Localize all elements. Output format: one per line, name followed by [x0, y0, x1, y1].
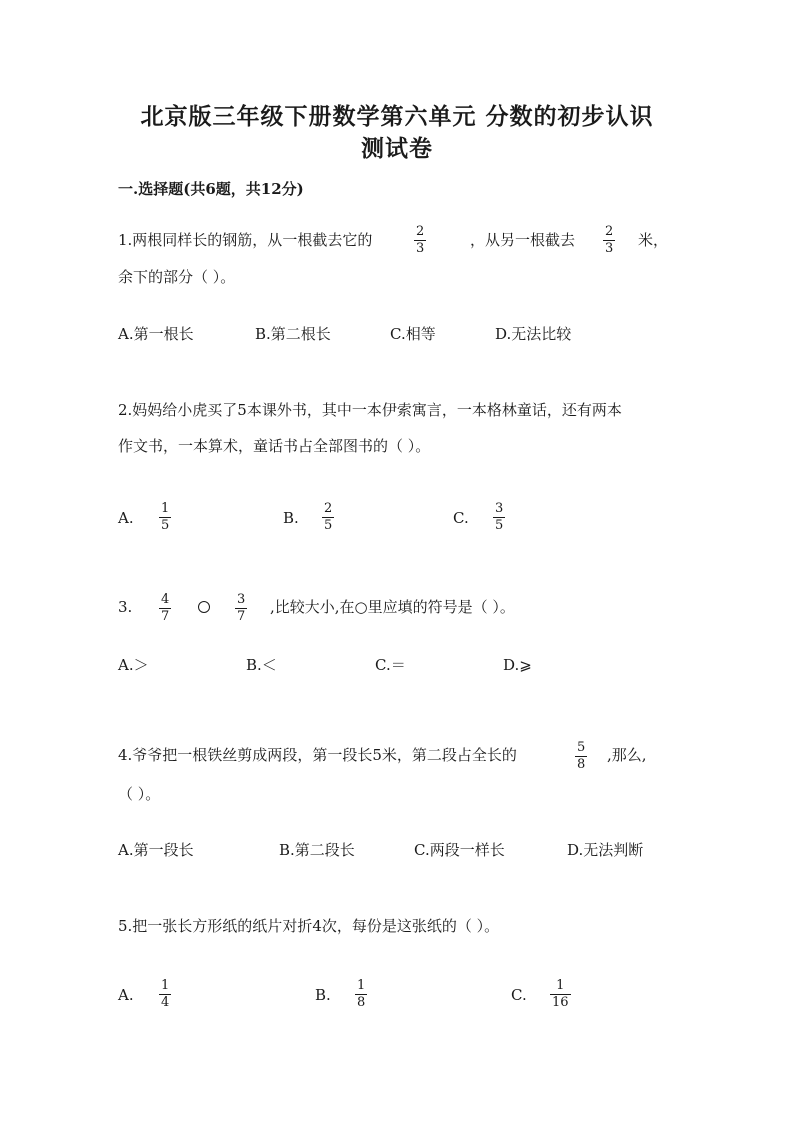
q1-frac2-numerator: 2: [605, 224, 614, 239]
q4-option-b[interactable]: B.第二段长: [279, 841, 355, 859]
q5-option-b-fraction: [355, 979, 367, 1010]
q3-number: 3.: [118, 598, 133, 616]
denominator: 8: [577, 757, 586, 772]
q4-option-a[interactable]: A.第一段长: [118, 841, 194, 859]
numerator: 4: [161, 592, 170, 607]
q4-fraction: [575, 741, 587, 772]
numerator: 1: [161, 978, 170, 993]
numerator: 1: [161, 501, 170, 516]
q3-option-a[interactable]: A.＞: [118, 656, 149, 674]
q1-text-b: ，从另一根截去: [470, 231, 576, 249]
denominator: 7: [161, 609, 170, 624]
q5-option-a-label: A.: [118, 986, 134, 1004]
q5-option-c-fraction: [550, 979, 571, 1010]
comparison-circle-icon[interactable]: [198, 601, 210, 613]
q1-text-a: 1.两根同样长的钢筋，从一根截去它的: [118, 231, 373, 249]
q2-text-line1: 2.妈妈给小虎买了5本课外书，其中一本伊索寓言，一本格林童话，还有两本: [118, 401, 622, 419]
numerator: 1: [357, 978, 366, 993]
q5-option-c-label: C.: [511, 986, 527, 1004]
denominator: 4: [161, 995, 170, 1010]
numerator: 3: [237, 592, 246, 607]
q4-option-d[interactable]: D.无法判断: [567, 841, 644, 859]
denominator: 5: [495, 518, 504, 533]
q4-option-c[interactable]: C.两段一样长: [414, 841, 505, 859]
q2-option-b-fraction: [322, 502, 334, 533]
page-subtitle: 测试卷: [361, 135, 433, 162]
q3-option-d[interactable]: D.⩾: [503, 656, 532, 674]
numerator: 5: [577, 740, 586, 755]
denominator: 8: [357, 995, 366, 1010]
page-title: 北京版三年级下册数学第六单元 分数的初步认识: [140, 103, 654, 130]
denominator: 7: [237, 609, 246, 624]
section-heading: 一.选择题(共6题，共12分): [118, 180, 304, 198]
q2-option-a-fraction: [159, 502, 171, 533]
q1-text-line2: 余下的部分（ ）。: [118, 268, 236, 286]
q3-option-b[interactable]: B.＜: [246, 656, 277, 674]
denominator: 5: [324, 518, 333, 533]
q1-frac2-denominator: 3: [605, 241, 614, 256]
q1-frac1-denominator: 3: [416, 241, 425, 256]
numerator: 2: [324, 501, 333, 516]
q3-fraction-2: [235, 593, 247, 624]
q3-option-c[interactable]: C.＝: [375, 656, 406, 674]
denominator: 16: [552, 995, 569, 1010]
q1-option-c[interactable]: C.相等: [390, 325, 436, 343]
q1-option-a[interactable]: A.第一根长: [118, 325, 194, 343]
numerator: 1: [556, 978, 565, 993]
q1-frac1-numerator: 2: [416, 224, 425, 239]
q2-option-c-fraction: [493, 502, 505, 533]
q1-fraction-1: [414, 225, 426, 256]
numerator: 3: [495, 501, 504, 516]
q1-fraction-2: [603, 225, 615, 256]
q3-fraction-1: [159, 593, 171, 624]
q4-text-b: ,那么,: [607, 746, 647, 764]
q2-option-c-label: C.: [453, 509, 469, 527]
q4-text-a: 4.爷爷把一根铁丝剪成两段，第一段长5米，第二段占全长的: [118, 746, 517, 764]
q5-option-b-label: B.: [315, 986, 331, 1004]
q2-option-a-label: A.: [118, 509, 134, 527]
q1-option-b[interactable]: B.第二根长: [255, 325, 331, 343]
q4-text-line2: （ ）。: [118, 785, 161, 803]
q2-option-b-label: B.: [283, 509, 299, 527]
q2-text-line2: 作文书，一本算术，童话书占全部图书的（ ）。: [118, 437, 431, 455]
q3-text: ,比较大小,在○里应填的符号是（ ）。: [270, 598, 515, 616]
q5-text-line1: 5.把一张长方形纸的纸片对折4次，每份是这张纸的（ ）。: [118, 917, 500, 935]
q1-option-d[interactable]: D.无法比较: [495, 325, 572, 343]
q1-text-c: 米，: [638, 231, 669, 249]
q5-option-a-fraction: [159, 979, 171, 1010]
denominator: 5: [161, 518, 170, 533]
